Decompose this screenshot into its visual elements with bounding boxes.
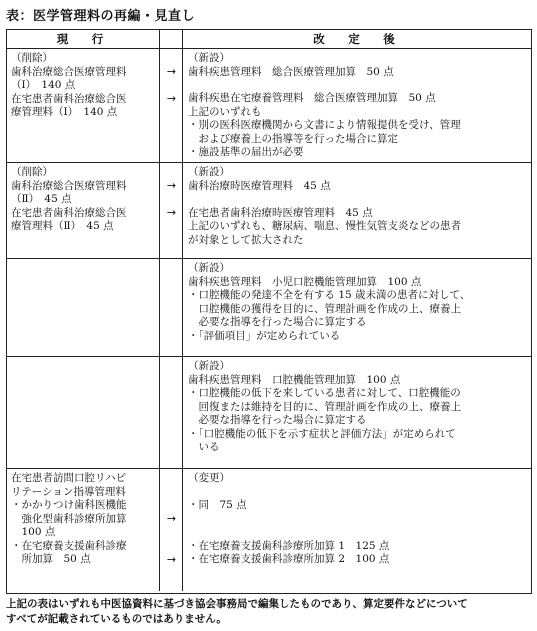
cell-line: （Ⅰ） 140 点 <box>11 79 76 91</box>
cell-line: 必要な指導を行った場合に算定する <box>188 414 367 426</box>
cell-line: 歯科疾患管理料 口腔機能管理加算 100 点 <box>188 373 401 386</box>
comparison-table <box>6 29 532 594</box>
arrow-cell <box>160 357 183 468</box>
cell-line: ・在宅療養支援歯科診療所加算 1 125 点 <box>188 539 390 552</box>
cell-line: ・「評価項目」が定められている <box>188 329 341 342</box>
table-title: 表：医学管理料の再編・見直し <box>6 9 196 24</box>
table-header <box>7 30 531 49</box>
cell-line: 歯科治療総合医療管理料 <box>11 179 127 192</box>
cell-line: 在宅患者訪問口腔リハビ <box>11 472 127 484</box>
cell-line: ・施設基準の届出が必要 <box>188 146 304 158</box>
cell-line: および療養上の指導等を行った場合に算定 <box>188 132 398 145</box>
cell-line: ・在宅療養支援歯科診療所加算 2 100 点 <box>188 553 390 565</box>
footnote <box>6 597 532 627</box>
cell-line: いる <box>188 441 220 453</box>
current-cell <box>7 163 160 258</box>
cell-line: ・在宅療養支援歯科診療 <box>11 539 127 552</box>
cell-line: 在宅患者歯科治療時医療管理料 45 点 <box>188 206 373 219</box>
cell-line: ・同 75 点 <box>188 499 247 511</box>
right-arrow-icon: → <box>166 179 177 192</box>
table-row <box>7 49 531 163</box>
cell-line: 100 点 <box>11 526 56 538</box>
cell-line <box>188 193 527 207</box>
current-cell <box>7 49 160 162</box>
revised-cell <box>183 163 531 258</box>
arrow-cell <box>160 49 183 162</box>
cell-line: （新設） <box>188 262 230 274</box>
footnote-line: すべてが記載されているものではありません。 <box>6 613 227 625</box>
arrow-cell <box>160 163 183 258</box>
table-row <box>7 259 531 357</box>
table-row <box>7 357 531 469</box>
cell-line: 歯科疾患管理料 小児口腔機能管理加算 100 点 <box>188 275 422 288</box>
arrow-cell <box>160 259 183 356</box>
cell-line: 口腔機能の獲得を目的に、管理計画を作成の上、療養上 <box>188 302 461 315</box>
header-revised: 改 定 後 <box>313 32 401 46</box>
cell-line: ・口腔機能の低下を来している患者に対して、口腔機能の <box>188 387 461 399</box>
cell-line: 強化型歯科診療所加算 <box>11 512 127 525</box>
cell-line: （削除） <box>11 52 53 64</box>
cell-line: 回復または維持を目的に、管理計画を作成の上、療養上 <box>188 400 461 413</box>
right-arrow-icon: → <box>166 92 177 105</box>
cell-line: ・かかりつけ歯科医機能 <box>11 499 127 511</box>
table-row <box>7 163 531 259</box>
table-row <box>7 469 531 591</box>
current-cell <box>7 259 160 356</box>
cell-line: 療管理料（Ⅱ） 45 点 <box>11 220 114 232</box>
cell-line: ・「口腔機能の低下を示す症状と評価方法」が定められて <box>188 427 456 440</box>
cell-line: （Ⅱ） 45 点 <box>11 193 72 205</box>
current-cell <box>7 469 160 591</box>
right-arrow-icon: → <box>166 206 177 219</box>
cell-line <box>188 513 527 527</box>
cell-line: 上記のいずれも <box>188 105 262 118</box>
right-arrow-icon: → <box>166 65 177 78</box>
cell-line: 所加算 50 点 <box>11 553 91 565</box>
cell-line: ・別の医科医療機関から文書により情報提供を受け、管理 <box>188 119 461 131</box>
revised-cell <box>183 49 531 162</box>
cell-line <box>188 486 527 500</box>
cell-line: が対象として拡大された <box>188 233 304 246</box>
cell-line: 必要な指導を行った場合に算定する <box>188 316 367 328</box>
cell-line: リテーション指導管理料 <box>11 485 126 498</box>
header-arrow-column <box>160 30 183 48</box>
revised-cell <box>183 469 531 591</box>
right-arrow-icon: → <box>166 553 177 566</box>
cell-line: 上記のいずれも、糖尿病、喘息、慢性気管支炎などの患者 <box>188 220 461 232</box>
footnote-line: 上記の表はいずれも中医協資料に基づき協会事務局で編集したものであり、算定要件などについて <box>6 598 468 610</box>
cell-line: （新設） <box>188 360 230 372</box>
cell-line: 歯科疾患管理料 総合医療管理加算 50 点 <box>188 65 394 78</box>
revised-cell <box>183 259 531 356</box>
cell-line: ・口腔機能の発達不全を有する 15 歳未満の患者に対して、 <box>188 289 471 301</box>
cell-line: （変更） <box>188 472 230 484</box>
header-current: 現 行 <box>7 30 160 48</box>
cell-line: 在宅患者歯科治療総合医 <box>11 206 127 219</box>
cell-line: （削除） <box>11 166 53 178</box>
cell-line: 歯科疾患在宅療養管理料 総合医療管理加算 50 点 <box>188 92 436 104</box>
arrow-cell <box>160 469 183 591</box>
cell-line: 在宅患者歯科治療総合医 <box>11 92 127 105</box>
cell-line: 歯科治療総合医療管理料 <box>11 65 127 78</box>
revised-cell <box>183 357 531 468</box>
cell-line: （新設） <box>188 166 230 178</box>
right-arrow-icon: → <box>166 512 177 525</box>
current-cell <box>7 357 160 468</box>
cell-line <box>188 526 527 540</box>
cell-line: （新設） <box>188 52 230 64</box>
cell-line: 療管理料（Ⅰ） 140 点 <box>11 106 118 118</box>
cell-line: 歯科治療時医療管理料 45 点 <box>188 179 331 192</box>
